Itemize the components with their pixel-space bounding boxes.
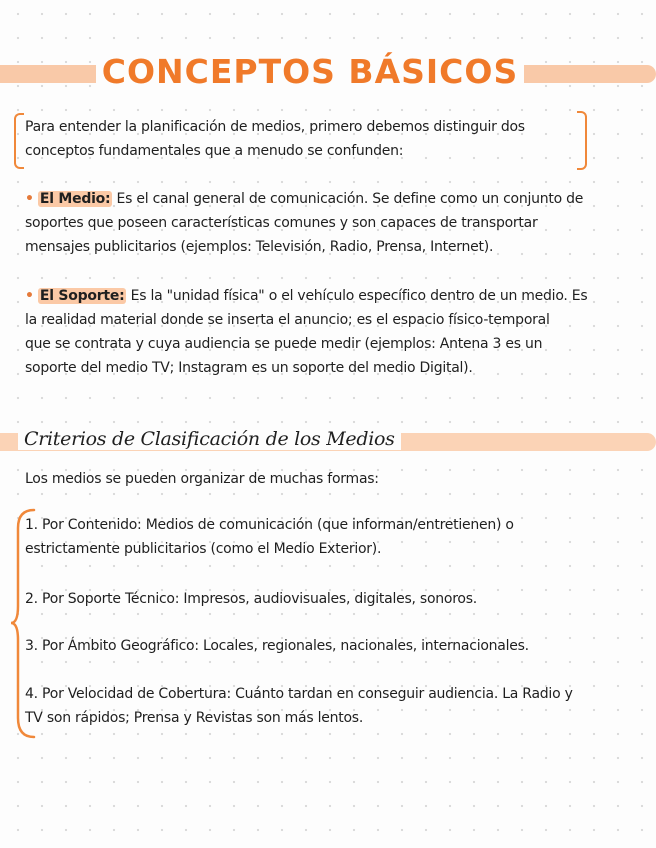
soporte-term: El Soporte: [39, 288, 125, 304]
medio-line-1 [25, 187, 645, 211]
soporte-line-3: que se contrata y cuya audiencia se puede medir (ejemplos: Antena 3 es un [25, 336, 543, 352]
soporte-line-2: la realidad material donde se inserta el anuncio; es el espacio físico-temporal [25, 312, 550, 328]
soporte-definition [25, 284, 650, 380]
item1-line-2: estrictamente publicitarios (como el Medio Exterior). [25, 541, 382, 557]
item4-line-2: TV son rápidos; Prensa y Revistas son más lentos. [25, 710, 364, 726]
list-item-ambito-geografico: 3. Por Ámbito Geográfico: Locales, regionales, nacionales, internacionales. [25, 638, 529, 654]
item4-line-1: 4. Por Velocidad de Cobertura: Cuánto tardan en conseguir audiencia. La Radio y [25, 686, 573, 702]
intro-left-bracket [14, 113, 24, 169]
intro-line-2: conceptos fundamentales que a menudo se confunden: [25, 143, 404, 159]
medio-line-2: soportes que poseen características comunes y son capaces de transportar [25, 215, 538, 231]
medio-term: El Medio: [39, 191, 111, 207]
list-item-contenido [25, 513, 645, 561]
intro-paragraph [25, 115, 585, 163]
medio-definition [25, 187, 645, 259]
soporte-line-1 [25, 284, 650, 308]
list-item-soporte-tecnico: 2. Por Soporte Técnico: Impresos, audiovisuales, digitales, sonoros. [25, 591, 477, 607]
soporte-bullet: • [25, 288, 34, 304]
section-heading: Criterios de Clasificación de los Medios [18, 428, 401, 450]
list-item-velocidad [25, 682, 650, 730]
page-title [0, 52, 620, 91]
page-title-text: CONCEPTOS BÁSICOS [96, 52, 524, 91]
medio-line-1-text: Es el canal general de comunicación. Se define como un conjunto de [112, 191, 584, 207]
soporte-line-1-text: Es la "unidad física" o el vehículo específico dentro de un medio. Es [126, 288, 588, 304]
soporte-line-4: soporte del medio TV; Instagram es un soporte del medio Digital). [25, 360, 473, 376]
intro-line-1: Para entender la planificación de medios, primero debemos distinguir dos [25, 119, 525, 135]
item1-line-1: 1. Por Contenido: Medios de comunicación (que informan/entretienen) o [25, 517, 514, 533]
criterios-intro: Los medios se pueden organizar de muchas formas: [25, 471, 379, 487]
medio-bullet: • [25, 191, 34, 207]
medio-line-3: mensajes publicitarios (ejemplos: Televisión, Radio, Prensa, Internet). [25, 239, 494, 255]
